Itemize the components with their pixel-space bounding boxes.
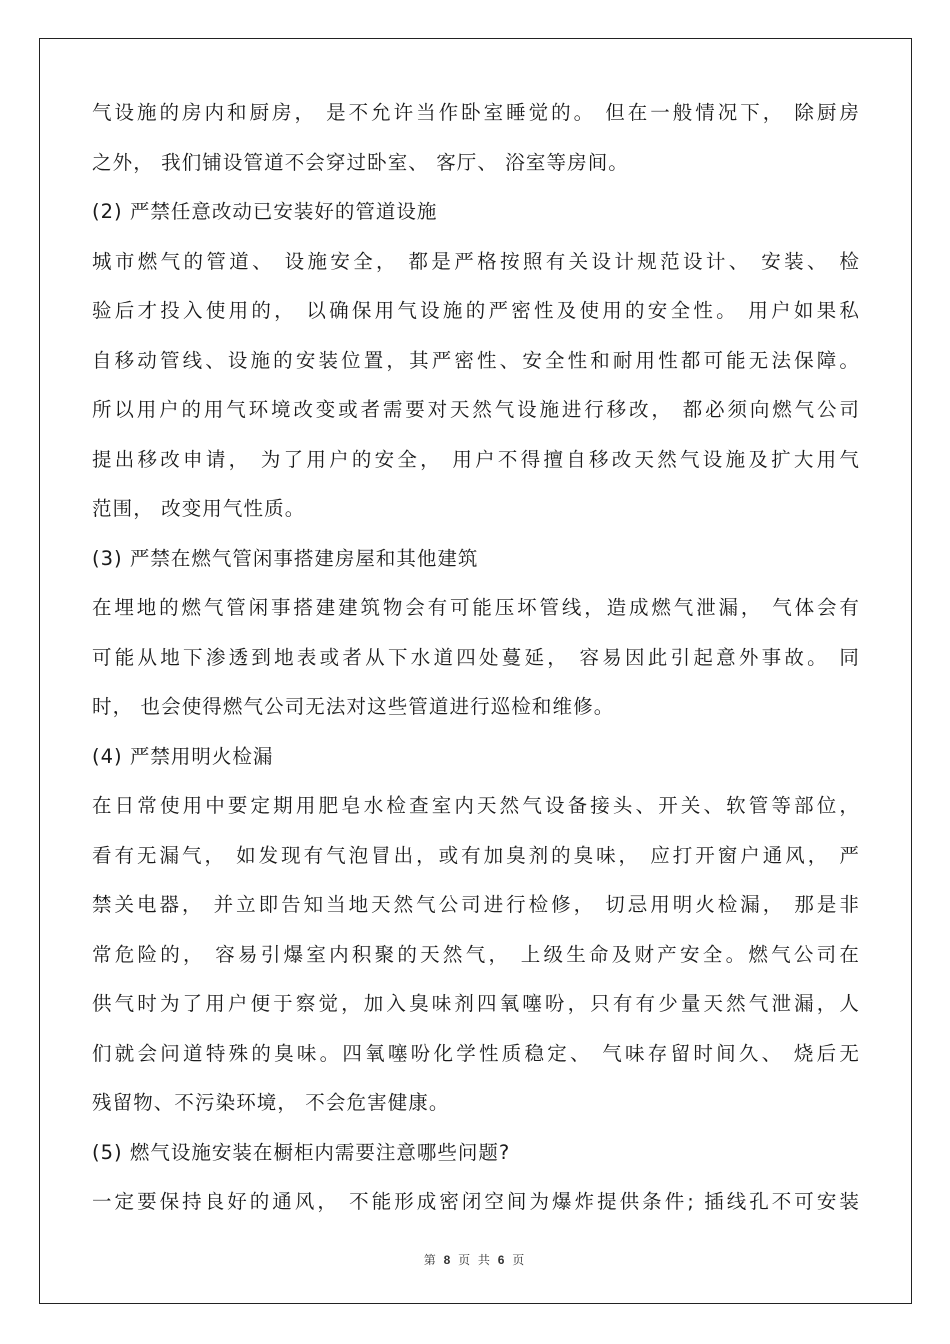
text-line: 气设施的房内和厨房， 是不允许当作卧室睡觉的。 但在一般情况下， 除厨房 [92, 101, 860, 124]
page-footer [0, 1251, 950, 1268]
text-line: 时， 也会使得燃气公司无法对这些管道进行巡检和维修。 [92, 695, 615, 718]
text-line: 之外， 我们铺设管道不会穿过卧室、 客厅、 浴室等房间。 [92, 150, 629, 174]
text-line: 自移动管线、设施的安装位置，其严密性、安全性和耐用性都可能无法保障。 [92, 348, 860, 372]
text-line: 在埋地的燃气管闲事搭建建筑物会有可能压坏管线，造成燃气泄漏， 气体会有 [92, 596, 860, 619]
text-line: 在日常使用中要定期用肥皂水检查室内天然气设备接头、开关、软管等部位， [92, 794, 860, 817]
footer-middle: 页 共 [458, 1253, 492, 1267]
section-heading: (2) 严禁任意改动已安装好的管道设施 [92, 200, 438, 223]
section-heading: (3) 严禁在燃气管闲事搭建房屋和其他建筑 [92, 546, 479, 570]
footer-total-pages: 6 [497, 1253, 507, 1267]
footer-page-number: 8 [443, 1253, 453, 1267]
footer-suffix: 页 [512, 1253, 527, 1267]
text-line: 可能从地下渗透到地表或者从下水道四处蔓延， 容易因此引起意外事故。 同 [92, 645, 860, 669]
document-body [92, 88, 860, 1227]
section-heading: (5) 燃气设施安装在橱柜内需要注意哪些问题? [92, 1140, 511, 1164]
text-line: 禁关电器， 并立即告知当地天然气公司进行检修， 切忌用明火检漏， 那是非 [92, 893, 860, 916]
section-heading: (4) 严禁用明火检漏 [92, 744, 274, 768]
text-line: 城市燃气的管道、 设施安全， 都是严格按照有关设计规范设计、 安装、 检 [92, 249, 860, 273]
text-line: 常危险的， 容易引爆室内积聚的天然气， 上级生命及财产安全。燃气公司在 [92, 942, 860, 966]
text-line: 们就会问道特殊的臭味。四氧噻吩化学性质稳定、 气味存留时间久、 烧后无 [92, 1041, 860, 1065]
text-line: 提出移改申请， 为了用户的安全， 用户不得擅自移改天然气设施及扩大用气 [92, 447, 860, 471]
text-line: 验后才投入使用的， 以确保用气设施的严密性及使用的安全性。 用户如果私 [92, 299, 860, 322]
text-line: 看有无漏气， 如发现有气泡冒出，或有加臭剂的臭味， 应打开窗户通风， 严 [92, 843, 860, 867]
text-line: 供气时为了用户便于察觉，加入臭味剂四氧噻吩，只有有少量天然气泄漏，人 [92, 992, 860, 1015]
text-line: 一定要保持良好的通风， 不能形成密闭空间为爆炸提供条件; 插线孔不可安装 [92, 1190, 860, 1213]
footer-prefix: 第 [423, 1253, 438, 1267]
text-line: 范围， 改变用气性质。 [92, 497, 306, 520]
text-line: 所以用户的用气环境改变或者需要对天然气设施进行移改， 都必须向燃气公司 [92, 398, 860, 421]
text-line: 残留物、不污染环境， 不会危害健康。 [92, 1091, 450, 1114]
